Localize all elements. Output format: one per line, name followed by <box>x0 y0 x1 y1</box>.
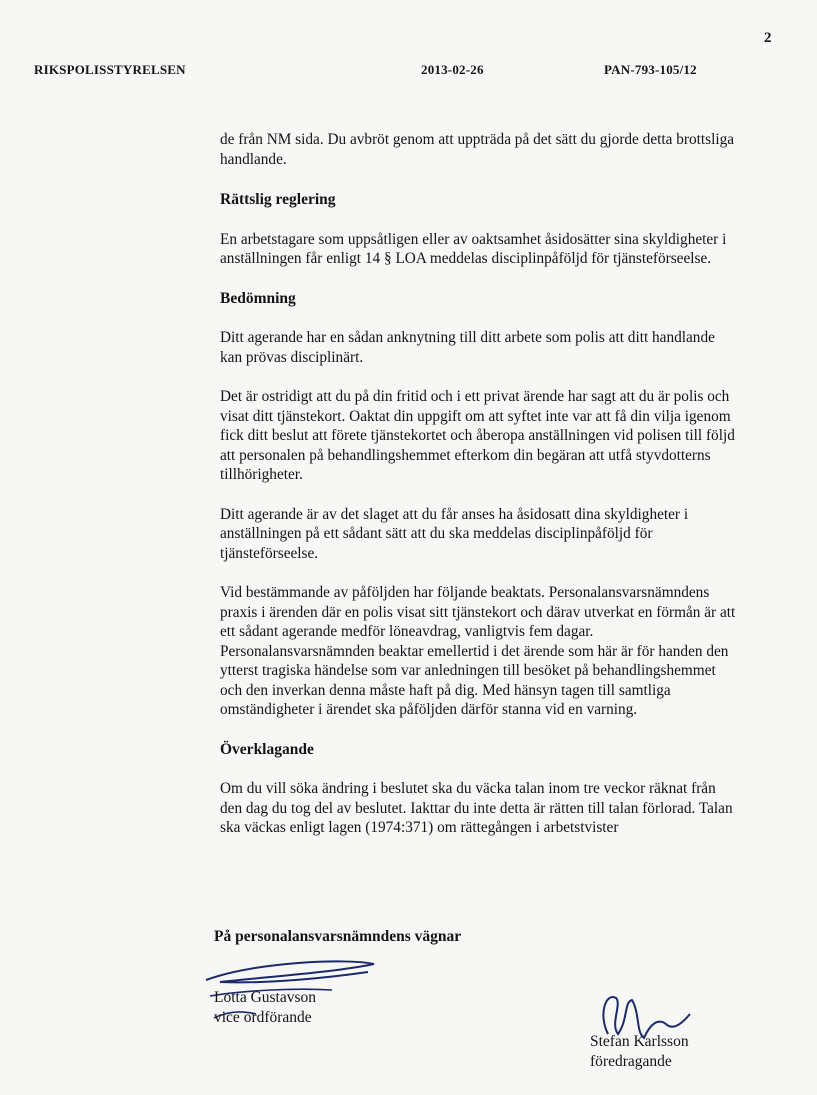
signer-2-name: Stefan Karlsson <box>590 1033 689 1050</box>
signature-heading: På personalansvarsnämndens vägnar <box>214 928 462 945</box>
intro-paragraph: de från NM sida. Du avbröt genom att uppträda på det sätt du gjorde detta brottsliga handlande. <box>220 131 735 168</box>
signer-1-name: Lotta Gustavson <box>214 989 317 1006</box>
assessment-paragraph-1: Ditt agerande har en sådan anknytning till ditt arbete som polis att ditt handlande kan prövas disciplinärt. <box>220 329 715 366</box>
letter-body <box>220 130 740 838</box>
organization-name: RIKSPOLISSTYRELSEN <box>34 62 186 77</box>
assessment-heading: Bedömning <box>220 289 296 307</box>
assessment-paragraph-3: Ditt agerande är av det slaget att du får anses ha åsidosatt dina skyldigheter i anställningen på ett sådant sätt att du ska meddelas disciplinpåföljd för tjänsteförseelse. <box>220 505 689 562</box>
assessment-paragraph-2: Det är ostridigt att du på din fritid och i ett privat ärende har sagt att du är polis och visat ditt tjänstekort. Oaktat din uppgift om att syftet inte var att få din vilja igenom fick ditt beslut att förete tjänstekortet och åberopa anställningen vid polisen till följd att personalen på behandlingshemmet efterkom din begäran att utfå styvdotterns tillhörigheter. <box>220 388 735 483</box>
document-date: 2013-02-26 <box>421 62 484 77</box>
signer-2-title: föredragande <box>590 1052 672 1070</box>
signer-1-title: vice ordförande <box>214 1008 312 1026</box>
reference-number: PAN-793-105/12 <box>604 62 697 77</box>
page-number: 2 <box>764 30 772 46</box>
appeal-heading: Överklagande <box>220 740 314 758</box>
legal-paragraph: En arbetstagare som uppsåtligen eller av oaktsamhet åsidosätter sina skyldigheter i anställningen får enligt 14 § LOA meddelas disciplinpåföljd för tjänsteförseelse. <box>220 230 727 267</box>
assessment-paragraph-4: Vid bestämmande av påföljden har följande beaktats. Personalansvarsnämndens praxis i ärenden där en polis visat sitt tjänstekort och därav utverkat en förmån är att ett sådant agerande medför löneavdrag, vanligtvis fem dagar. Personalansvarsnämnden beaktar emellertid i det ärende som här är för handen den ytterst tragiska händelse som var anledningen till besöket på behandlingshemmet och den inverkan denna måste haft på dig. Med hänsyn tagen till samtliga omständigheter i ärendet ska påföljden därför stanna vid en varning. <box>220 584 736 718</box>
signer-1-block <box>214 988 316 1027</box>
signer-2-block <box>590 1032 689 1071</box>
appeal-paragraph: Om du vill söka ändring i beslutet ska du väcka talan inom tre veckor räknat från den dag du tog del av beslutet. Iakttar du inte detta är rätten till talan förlorad. Talan ska väckas enligt lagen (1974:371) om rättegången i arbetstvister <box>220 780 733 836</box>
legal-heading: Rättslig reglering <box>220 191 336 208</box>
